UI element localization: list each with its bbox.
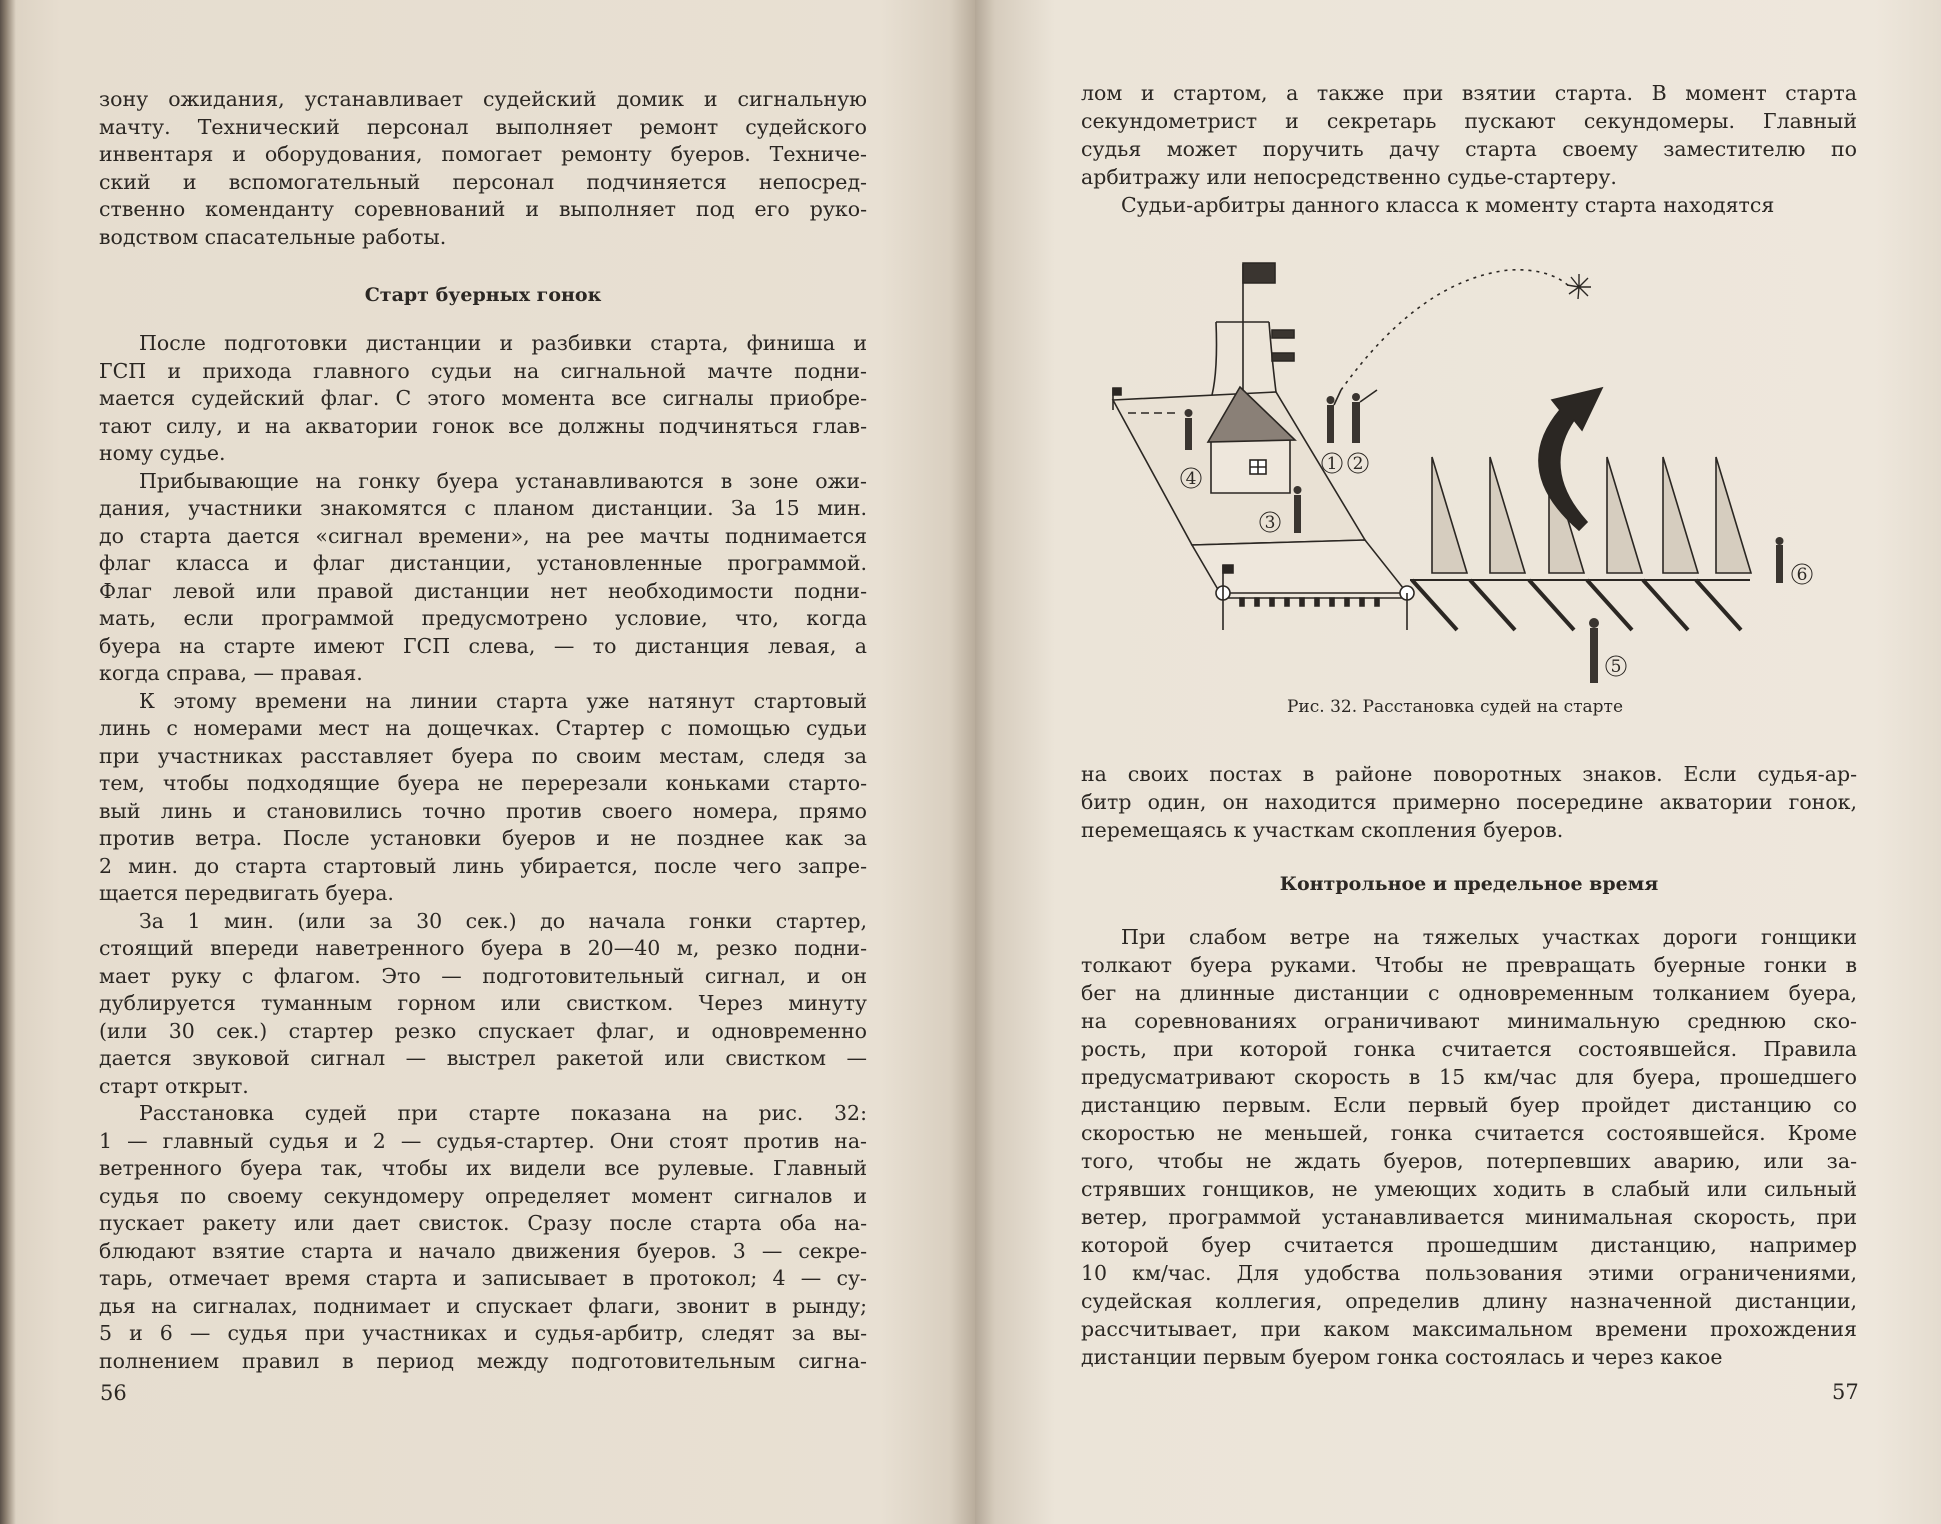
paragraph <box>1081 760 1857 844</box>
figure-label: 6 <box>1796 565 1808 585</box>
label-marker-5 <box>1606 656 1626 677</box>
label-marker-2 <box>1348 453 1368 474</box>
rocket-burst-icon <box>1567 274 1591 299</box>
text-line: ветер, программой устанавливается минимальная скорость, при <box>1081 1205 1857 1229</box>
text-line: лом и стартом, а также при взятии старта. В момент старта <box>1081 81 1857 105</box>
text-line: водством спасательные работы. <box>99 224 447 249</box>
paragraph <box>1081 79 1857 191</box>
text-line: 10 км/час. Для удобства пользования этими ограничениями, <box>1081 1261 1857 1285</box>
paragraph <box>1081 191 1857 219</box>
text-line: судья по своему секундомеру определяет момент сигналов и <box>99 1183 867 1208</box>
text-line: дается звуковой сигнал — выстрел ракетой или свистком — <box>99 1046 867 1070</box>
text-line: зону ожидания, устанавливает судейский домик и сигнальную <box>99 87 867 111</box>
label-marker-1 <box>1322 453 1342 474</box>
text-line: мается судейский флаг. С этого момента все сигналы приобре- <box>99 386 867 410</box>
text-line: того, чтобы не ждать буеров, потерпевших аварию, или за- <box>1081 1149 1857 1173</box>
text-line: ному судье. <box>99 441 226 465</box>
text-line: против ветра. После установки буеров и не позднее как за <box>99 826 867 850</box>
figure-label: 5 <box>1610 657 1622 677</box>
paragraph <box>1081 923 1857 1371</box>
signal-flag-icon <box>1272 330 1294 361</box>
figure-label: 1 <box>1326 454 1338 474</box>
text-line: буера на старте имеют ГСП слева, — то дистанция левая, а <box>99 633 867 658</box>
text-block <box>99 86 867 251</box>
text-line: ветренного буера так, чтобы их видели все рулевые. Главный <box>99 1156 867 1180</box>
text-line: 2 мин. до старта стартовый линь убирается, после чего запре- <box>99 853 867 878</box>
text-line: при участниках расставляет буера по своим местам, следя за <box>99 743 867 768</box>
text-line: 5 и 6 — судья при участниках и судья-арбитр, следят за вы- <box>99 1321 867 1345</box>
paragraph <box>99 1100 867 1375</box>
text-line: флаг класса и флаг дистанции, установленные программой. <box>99 551 867 575</box>
section-heading: Старт буерных гонок <box>364 284 602 306</box>
text-line: стоящий впереди наветренного буера в 20—40 м, резко подни- <box>99 936 867 960</box>
text-line: предусматривают скорость в 15 км/час для буера, прошедшего <box>1081 1065 1857 1089</box>
text-line: щается передвигать буера. <box>99 881 394 905</box>
paragraph <box>99 688 867 908</box>
text-line: судья может поручить дачу старта своему заместителю по <box>1081 137 1857 161</box>
text-line: ственно коменданту соревнований и выполняет под его руко- <box>99 197 867 221</box>
text-line: битр один, он находится примерно посередине акватории гонок, <box>1081 790 1857 814</box>
right-page <box>975 0 1941 1524</box>
paragraph <box>99 468 867 688</box>
text-line: пускает ракету или дает свисток. Сразу после старта оба на- <box>99 1211 867 1235</box>
page-number: 56 <box>100 1381 127 1405</box>
text-line: дистанции первым буером гонка состоялась и через какое <box>1081 1345 1723 1369</box>
figure-label: 3 <box>1264 513 1276 533</box>
text-line: толкают буера руками. Чтобы не превращать буерные гонки в <box>1081 953 1857 977</box>
text-line: мать, если программой предусмотрено условие, что, когда <box>99 606 867 630</box>
text-line: старт открыт. <box>99 1073 249 1098</box>
text-line: дания, участники знакомятся с планом дистанции. За 15 мин. <box>99 496 867 520</box>
text-line: ский и вспомогательный персонал подчиняется непосред- <box>99 169 867 194</box>
text-line: на соревнованиях ограничивают минимальную среднюю ско- <box>1081 1009 1857 1033</box>
text-block <box>1081 760 1857 844</box>
text-line: 1 — главный судья и 2 — судья-стартер. Они стоят против на- <box>99 1128 867 1153</box>
text-line: После подготовки дистанции и разбивки старта, финиша и <box>139 331 867 355</box>
paragraph <box>99 330 867 468</box>
text-line: Флаг левой или правой дистанции нет необходимости подни- <box>99 578 867 603</box>
figure-judges-placement <box>1090 250 1820 690</box>
pennants <box>1240 598 1379 606</box>
figure-label: 4 <box>1185 469 1197 489</box>
text-line: рость, при которой гонка считается состоявшейся. Правила <box>1081 1037 1857 1061</box>
text-line: инвентаря и оборудования, помогает ремонту буеров. Техниче- <box>99 142 867 166</box>
text-line: секундометрист и секретарь пускают секундомеры. Главный <box>1081 109 1857 133</box>
figure-caption: Рис. 32. Расстановка судей на старте <box>1286 697 1624 717</box>
text-line: судейская коллегия, определив длину назначенной дистанции, <box>1081 1289 1857 1313</box>
text-line: мает руку с флагом. Это — подготовительный сигнал, и он <box>99 963 867 988</box>
section-heading: Контрольное и предельное время <box>1279 873 1659 895</box>
text-line: тают силу, и на акватории гонок все должны подчиняться глав- <box>99 413 867 438</box>
page-number: 57 <box>1832 1380 1859 1404</box>
text-line: К этому времени на линии старта уже натянут стартовый <box>139 688 867 713</box>
text-line: вый линь и становились точно против своего номера, прямо <box>99 798 867 823</box>
text-line: блюдают взятие старта и начало движения буеров. 3 — секре- <box>99 1238 867 1263</box>
text-line: перемещаясь к участкам скопления буеров. <box>1081 818 1564 842</box>
mast-flag-icon <box>1243 263 1275 283</box>
text-line: стрявших гонщиков, не умеющих ходить в слабый или сильный <box>1081 1177 1857 1201</box>
label-marker-6 <box>1792 564 1812 585</box>
rocket-trajectory <box>1341 270 1570 390</box>
text-line: дистанцию первым. Если первый буер пройдет дистанцию со <box>1081 1093 1857 1117</box>
paragraph <box>99 86 867 251</box>
text-line: дья на сигналах, поднимает и спускает флаги, звонит в рынду; <box>99 1293 867 1318</box>
text-block <box>1081 923 1857 1371</box>
text-line: тем, чтобы подходящие буера не перерезали коньками старто- <box>99 771 867 795</box>
text-line: (или 30 сек.) стартер резко спускает флаг, и одновременно <box>99 1018 867 1043</box>
text-line: За 1 мин. (или за 30 сек.) до начала гонки стартер, <box>139 908 867 933</box>
figure-label: 2 <box>1352 454 1364 474</box>
iceboats <box>1410 457 1751 630</box>
text-block <box>99 330 867 1375</box>
text-line: Прибывающие на гонку буера устанавливаются в зоне ожи- <box>139 468 867 493</box>
text-line: Судьи-арбитры данного класса к моменту старта находятся <box>1121 193 1775 217</box>
text-line: мачту. Технический персонал выполняет ремонт судейского <box>99 114 867 139</box>
text-line: которой буер считается прошедшим дистанцию, например <box>1081 1233 1857 1257</box>
text-line: ГСП и прихода главного судьи на сигнальной мачте подни- <box>99 358 867 383</box>
text-line: бег на длинные дистанции с одновременным толканием буера, <box>1081 981 1857 1005</box>
text-line: скоростью не меньшей, гонка считается состоявшейся. Кроме <box>1081 1121 1857 1145</box>
text-line: когда справа, — правая. <box>99 661 363 685</box>
text-line: дублируется туманным горном или свистком. Через минуту <box>99 991 867 1015</box>
text-line: Расстановка судей при старте показана на рис. 32: <box>139 1101 867 1125</box>
text-line: полнением правил в период между подготовительным сигна- <box>99 1348 867 1373</box>
text-line: При слабом ветре на тяжелых участках дороги гонщики <box>1121 925 1857 949</box>
text-line: на своих постах в районе поворотных знаков. Если судья-ар- <box>1081 762 1857 786</box>
text-line: тарь, отмечает время старта и записывает в протокол; 4 — су- <box>99 1266 867 1290</box>
text-line: арбитражу или непосредственно судье-стартеру. <box>1081 165 1617 189</box>
text-line: до старта дается «сигнал времени», на рее мачты поднимается <box>99 523 867 548</box>
text-line: линь с номерами мест на дощечках. Стартер с помощью судьи <box>99 716 867 740</box>
paragraph <box>99 908 867 1101</box>
text-block <box>1081 79 1857 219</box>
text-line: рассчитывает, при каком максимальном времени прохождения <box>1081 1317 1857 1341</box>
